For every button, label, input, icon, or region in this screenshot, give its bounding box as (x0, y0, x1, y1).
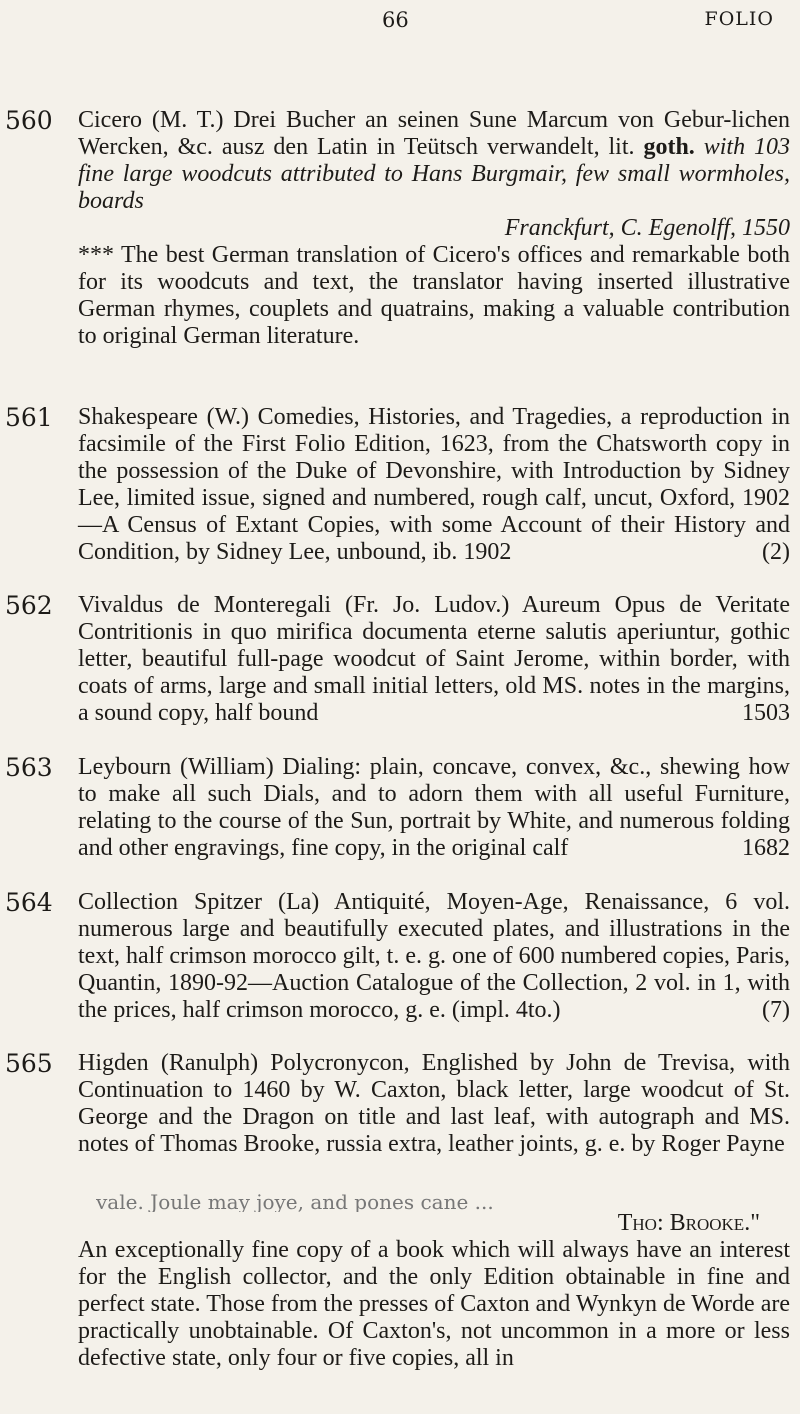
lot-number: 561 (5, 403, 53, 432)
lot-number: 564 (5, 888, 53, 917)
lot-description (78, 1050, 790, 1158)
lot-text: Collection Spitzer (La) Antiquité, Moyen-Age, Renaissance, 6 vol. numerous large and beautifully executed plates, and illustrations in the text, half crimson morocco gilt, t. e. g. one of 600 numbered copies, Paris, Quantin, 1890-92—Auction Catalogue of the Collection, 2 vol. in 1, with the prices, half crimson morocco, g. e. (impl. 4to.) (78, 889, 790, 1023)
continuation-block (78, 1210, 790, 1372)
lot-number: 565 (5, 1049, 53, 1078)
lot-text: Higden (Ranulph) Polycronycon, Englished by John de Trevisa, with Continuation to 1460 by W. Caxton, black letter, large woodcut of St. George and the Dragon on title and last leaf, with autograph and MS. notes of Thomas Brooke, russia extra, leather joints, g. e. by Roger Payne (78, 1050, 790, 1157)
lot-count: (2) (762, 539, 790, 565)
lot-count: (7) (762, 997, 790, 1023)
folio-label: FOLIO (704, 8, 774, 30)
lot-imprint: Franckfurt, C. Egenolff, 1550 (504, 215, 790, 241)
lot-text-italic: with 103 fine large woodcuts attributed to Hans Burgmair, few small wormholes, boards (78, 134, 791, 214)
lot-year: 1682 (742, 835, 790, 861)
cut-off-text-line: vale. Joule may joye, and pones cane ... (96, 1190, 494, 1212)
lot-text-gothic: goth. (643, 134, 695, 160)
lot-year: 1503 (742, 700, 790, 726)
page-number: 66 (382, 8, 409, 32)
lot-text: Cicero (M. T.) Drei Bucher an seinen Sune Marcum von Gebur-lichen Wercken, &c. ausz den Latin in Teütsch verwandelt, lit. (78, 107, 790, 160)
autograph-signature: Tho: Brooke." (617, 1210, 760, 1236)
lot-number: 560 (5, 106, 53, 135)
page-header (0, 8, 800, 38)
lot-note: *** The best German translation of Cicero's offices and remarkable both for its woodcuts and text, the translator having inserted illustrative German rhymes, couplets and quatrains, making a valuable contribution to original German literature. (78, 242, 790, 349)
continuation-text: An exceptionally fine copy of a book which will always have an interest for the English collector, and the only Edition obtainable in fine and perfect state. Those from the presses of Caxton and Wynkyn de Worde are practically unobtainable. Of Caxton's, not uncommon in a more or less defective state, only four or five copies, all in (78, 1237, 790, 1371)
lot-description (78, 404, 790, 566)
lot-text: Leybourn (William) Dialing: plain, concave, convex, &c., shewing how to make all such Dials, and to adorn them with all useful Furniture, relating to the course of the Sun, portrait by White, and numerous folding and other engravings, fine copy, in the original calf (78, 754, 790, 861)
lot-description (78, 889, 790, 1024)
lot-text: Vivaldus de Monteregali (Fr. Jo. Ludov.) Aureum Opus de Veritate Contritionis in quo mirifica documenta eterne salutis aperiuntur, gothic letter, beautiful full-page woodcut of Saint Jerome, within border, with coats of arms, large and small initial letters, old MS. notes in the margins, a sound copy, half bound (78, 592, 790, 726)
lot-description (78, 107, 790, 350)
lot-text: Shakespeare (W.) Comedies, Histories, and Tragedies, a reproduction in facsimile of the First Folio Edition, 1623, from the Chatsworth copy in the possession of the Duke of Devonshire, with Introduction by Sidney Lee, limited issue, signed and numbered, rough calf, uncut, Oxford, 1902—A Census of Extant Copies, with some Account of their History and Condition, by Sidney Lee, unbound, ib. 1902 (78, 404, 790, 565)
lot-description (78, 754, 790, 862)
lot-number: 562 (5, 591, 53, 620)
lot-description (78, 592, 790, 727)
lot-number: 563 (5, 753, 53, 782)
